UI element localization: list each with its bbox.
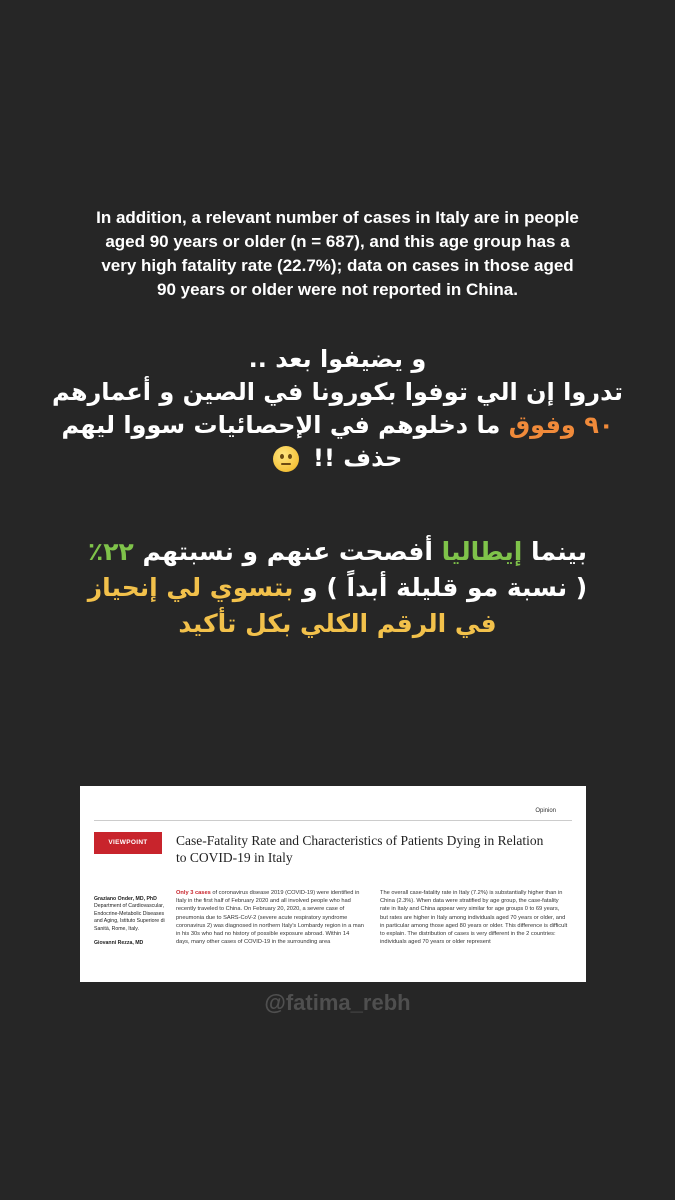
lead-in: Only 3 cases (176, 890, 211, 896)
author-affiliation: Department of Cardiovascular, Endocrine-Metabolic Diseases and Aging, Istituto Superiore di Sanità, Rome, Italy. (94, 903, 165, 932)
face-with-rolling-eyes-emoji (273, 446, 299, 472)
highlight-bias: بتسوي لي إنحياز (87, 573, 294, 602)
arabic-line (30, 409, 645, 442)
english-quote: In addition, a relevant number of cases in Italy are in people aged 90 years or older (n = 687), and this age group has a very high fatality rate (22.7%); data on cases in those aged 90 years or older were not reported in China. (96, 208, 579, 299)
arabic-line: و يضيفوا بعد .. (248, 345, 427, 373)
section-label: Opinion (535, 808, 556, 814)
highlight-age: ٩٠ وفوق (508, 411, 614, 439)
arabic-text: بينما (522, 537, 587, 566)
arabic-line (30, 570, 645, 606)
arabic-line (30, 534, 645, 570)
author-name: Graziano Onder, MD, PhD (94, 896, 157, 902)
article-clipping (80, 786, 586, 982)
arabic-text: حذف !! (313, 444, 403, 472)
author-block (94, 896, 170, 948)
arabic-caption-1 (30, 343, 645, 475)
divider (94, 820, 572, 821)
body-text: of coronavirus disease 2019 (COVID-19) were identified in Italy in the first half of February 2020 and all involved people who had recently traveled to China. On February 20, 2020, a severe case of pneumonia due to SARS-CoV-2 (severe acute respiratory syndrome coronavirus 2) was diagnosed in northern Italy's Lombardy region in a man in his 30s who had no history of possible exposure abroad. Within 14 days, many other cases of COVID-19 in the surrounding area (176, 890, 364, 946)
highlight-italy: إيطاليا (441, 537, 523, 566)
username-watermark: @fatima_rebh (264, 990, 411, 1015)
highlight-percent: ٢٢٪ (88, 537, 134, 566)
article-column-2: The overall case-fatality rate in Italy (7.2%) is substantially higher than in China (2.3%). When data were stratified by age group, the case-fatality rate in Italy and China appear very similar for age groups 0 to 69 years, but rates are higher in Italy among individuals aged 70 years or older, and in particular among those aged 80 years or older. This difference is difficult to explain. The distribution of cases is very different in the 2 countries: individuals aged 70 years or older represent (380, 890, 568, 946)
author-name: Giovanni Rezza, MD (94, 940, 144, 947)
article-column-1 (176, 889, 364, 946)
arabic-text: ( نسبة مو قليلة أبداً ) و (293, 573, 588, 602)
arabic-text: أفصحت عنهم و نسبتهم (133, 537, 442, 566)
article-title: Case-Fatality Rate and Characteristics of Patients Dying in Relation to COVID-19 in Italy (176, 833, 544, 865)
viewpoint-badge: VIEWPOINT (94, 832, 162, 854)
arabic-caption-2 (30, 534, 645, 642)
arabic-text: ما دخلوهم في الإحصائيات سووا ليهم (61, 411, 509, 439)
arabic-line (30, 442, 645, 475)
arabic-line-highlight: في الرقم الكلي بكل تأكيد (178, 609, 497, 638)
arabic-line: تدروا إن الي توفوا بكورونا في الصين و أعمارهم (52, 378, 623, 406)
